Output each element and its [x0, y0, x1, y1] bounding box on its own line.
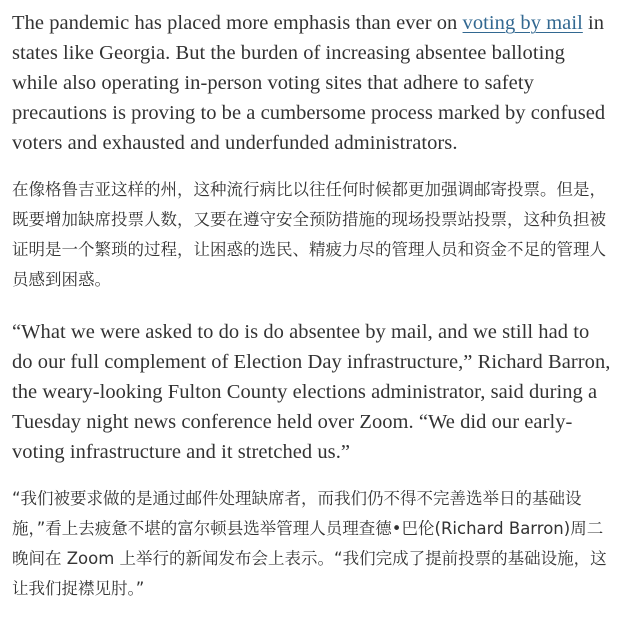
- paragraph-2-english: “What we were asked to do is do absentee by mail, and we still had to do our full complement of Election Day infrastructure,” Richard Barron, the weary-looking Fulton County elections administrator, said during a Tuesday night news conference held over Zoom. “We did our early-voting infrastructure and it stretched us.”: [12, 321, 611, 463]
- paragraph-1-chinese: 在像格鲁吉亚这样的州，这种流行病比以往任何时候都更加强调邮寄投票。但是，既要增加缺席投票人数，又要在遵守安全预防措施的现场投票站投票，这种负担被证明是一个繁琐的过程，让困惑的选民、精疲力尽的管理人员和资金不足的管理人员感到困惑。: [12, 180, 606, 289]
- paragraph-2-chinese: “我们被要求做的是通过邮件处理缺席者，而我们仍不得不完善选举日的基础设施，”看上去疲惫不堪的富尔顿县选举管理人员理查德•巴伦(Richard Barron)周二晚间在 Zoom 上举行的新闻发布会上表示。“我们完成了提前投票的基础设施，这让我们捉襟见肘。”: [12, 489, 607, 598]
- voting-by-mail-link[interactable]: voting by mail: [462, 12, 583, 34]
- paragraph-1-english: [12, 8, 612, 158]
- paragraph-1-text-after-link: in states like Georgia. But the burden of increasing absentee balloting while also operating in-person voting sites that adhere to safety precautions is proving to be a cumbersome process marked by confused voters and exhausted and underfunded administrators.: [12, 12, 606, 154]
- paragraph-1-text-before-link: The pandemic has placed more emphasis than ever on: [12, 12, 463, 34]
- article-body: [12, 8, 612, 604]
